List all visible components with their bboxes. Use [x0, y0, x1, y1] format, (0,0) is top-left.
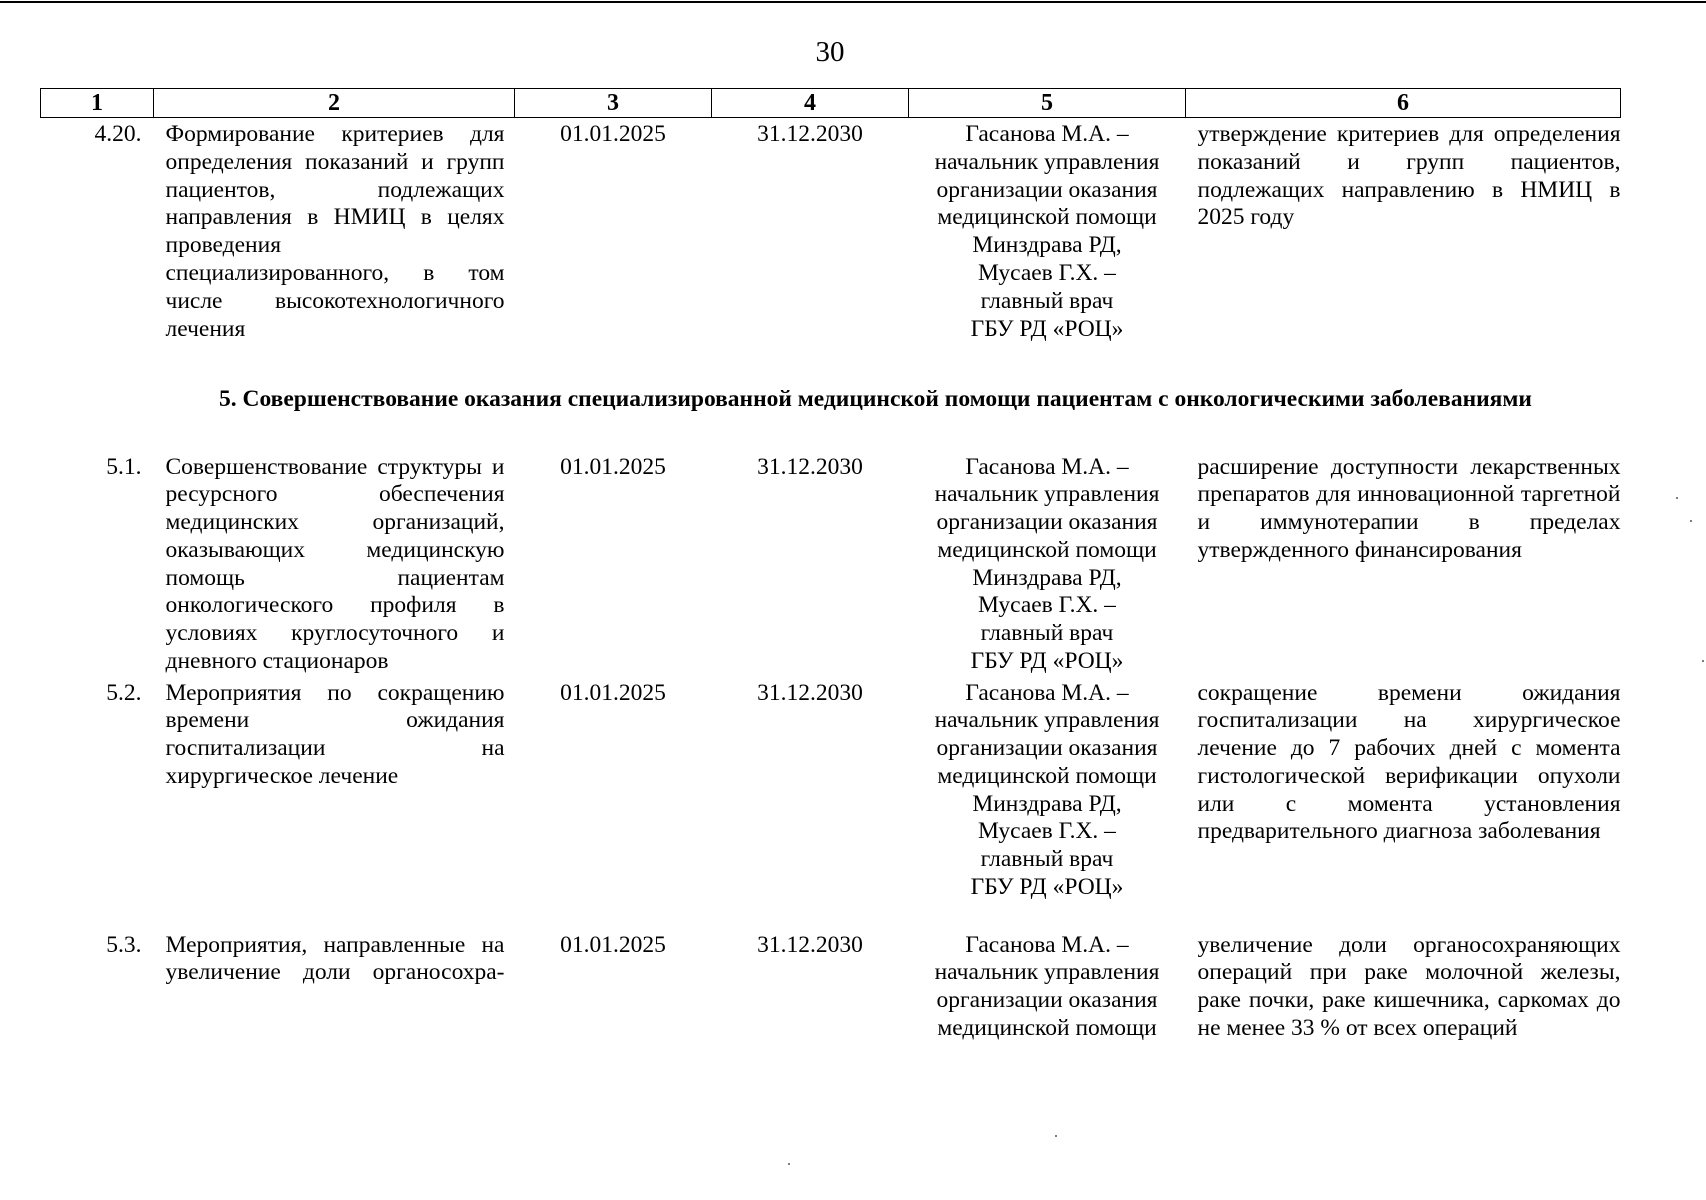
row-number: 4.20. [94, 121, 142, 147]
responsible-person [909, 932, 1186, 1043]
table-row [41, 430, 1621, 680]
row-number: 5.1. [106, 453, 142, 480]
responsible-line: ГБУ РД «РОЦ» [970, 648, 1124, 675]
task-text: Мероприятия по сокращению времени ожидания госпитализации на хирургическое лечение [165, 679, 505, 789]
responsible-line: Гасанова М.А. – начальник управления организации оказания медицинской помощи [934, 453, 1160, 563]
start-date: 01.01.2025 [560, 453, 666, 480]
scan-speck [1690, 520, 1692, 522]
scan-speck [1702, 660, 1704, 662]
row-number: 5.2. [106, 679, 142, 706]
start-date: 01.01.2025 [560, 679, 666, 706]
end-date: 31.12.2030 [757, 121, 863, 147]
responsible-line: ГБУ РД «РОЦ» [970, 874, 1124, 901]
responsible-person [909, 430, 1186, 680]
table-row [41, 680, 1621, 932]
end-date: 31.12.2030 [757, 453, 863, 480]
section-heading-row [41, 378, 1621, 430]
scan-speck [788, 1163, 790, 1165]
responsible-person [909, 680, 1186, 932]
section-title [41, 378, 1621, 430]
responsible-line: ГБУ РД «РОЦ» [970, 315, 1124, 342]
col-header-2: 2 [154, 89, 515, 118]
scan-edge-line [0, 1, 1706, 3]
responsible-line: Мусаев Г.Х. – [978, 592, 1116, 619]
responsible-line: Гасанова М.А. – начальник управления организации оказания медицинской помощи [934, 679, 1160, 789]
start-date: 01.01.2025 [560, 931, 666, 958]
col-header-1: 1 [41, 89, 154, 118]
table-row [41, 118, 1621, 378]
start-date: 01.01.2025 [560, 121, 666, 147]
col-header-4: 4 [712, 89, 909, 118]
task-text: Совершенствование структуры и ресурсного обеспечения медицинских организаций, оказывающих медицинскую помощь пациентам онкологического профиля в условиях круглосуточного и дневного стационаров [165, 453, 505, 675]
header-row [41, 89, 1621, 118]
responsible-line: Гасанова М.А. – начальник управления организации оказания медицинской помощи [934, 931, 1160, 1041]
expected-result: сокращение времени ожидания госпитализации на хирургическое лечение до 7 рабочих дней с момента гистологической верификации опухоли или с момента установления предварительного диагноза заболевания [1197, 679, 1621, 845]
table-row [41, 932, 1621, 1043]
row-number: 5.3. [106, 931, 142, 958]
responsible-line: Мусаев Г.Х. – [978, 818, 1116, 845]
plan-table [40, 88, 1621, 1043]
task-text: Мероприятия, направленные на увеличение доли органосохра- [165, 931, 505, 986]
scan-speck [1055, 1135, 1057, 1137]
col-header-3: 3 [515, 89, 712, 118]
responsible-line: Гасанова М.А. – начальник управления организации оказания медицинской помощи [934, 121, 1160, 231]
responsible-line: Минздрава РД, [972, 232, 1122, 259]
responsible-line: главный врач [980, 846, 1114, 873]
responsible-line: главный врач [980, 287, 1114, 314]
section-title-text: 5. Совершенствование оказания специализированной медицинской помощи пациентам с онкологическими заболеваниями [219, 385, 1532, 412]
expected-result: расширение доступности лекарственных препаратов для инновационной таргетной и иммунотерапии в пределах утвержденного финансирования [1197, 453, 1621, 563]
end-date: 31.12.2030 [757, 931, 863, 958]
responsible-line: Минздрава РД, [972, 790, 1122, 817]
page-number: 30 [815, 36, 845, 68]
responsible-line: Минздрава РД, [972, 564, 1122, 591]
responsible-line: Мусаев Г.Х. – [978, 259, 1116, 286]
expected-result: утверждение критериев для определения показаний и групп пациентов, подлежащих направлению в НМИЦ в 2025 году [1197, 121, 1621, 231]
end-date: 31.12.2030 [757, 679, 863, 706]
responsible-person [909, 118, 1186, 378]
scan-speck [1676, 497, 1678, 499]
task-text: Формирование критериев для определения показаний и групп пациентов, подлежащих направления в НМИЦ в целях проведения специализированного, в том числе высокотехнологичного лечения [165, 121, 505, 342]
col-header-6: 6 [1186, 89, 1621, 118]
expected-result: увеличение доли органосохраняющих операций при раке молочной железы, раке почки, раке кишечника, саркомах до не менее 33 % от всех операций [1197, 931, 1621, 1041]
col-header-5: 5 [909, 89, 1186, 118]
responsible-line: главный врач [980, 620, 1114, 647]
